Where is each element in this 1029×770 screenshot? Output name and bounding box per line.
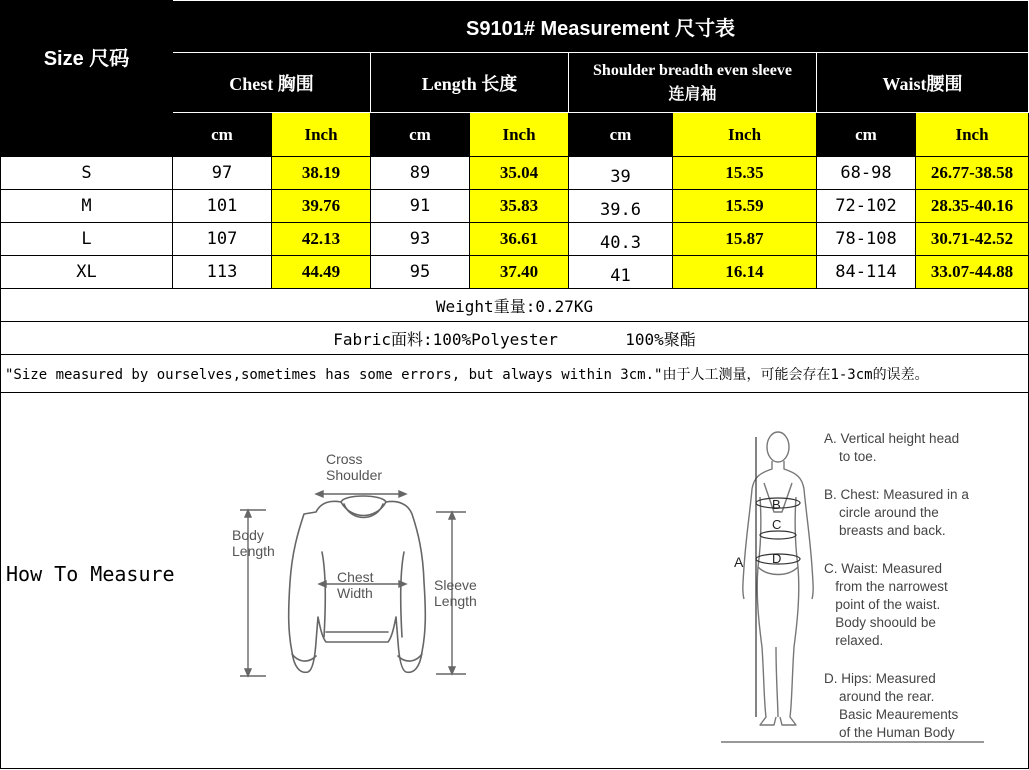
shoulder-unit-inch: Inch: [673, 113, 817, 157]
size-cell: L: [1, 223, 173, 256]
length-header: Length 长度: [371, 53, 569, 113]
shoulder-inch-cell: 15.59: [673, 190, 817, 223]
cross-shoulder-label-2: Shoulder: [326, 467, 383, 483]
length-inch-cell: 35.83: [470, 190, 569, 223]
legend-c-line3: point of the waist.: [824, 597, 941, 612]
measurement-note: "Size measured by ourselves,sometimes has some errors, but always within 3cm."由于人工测量，可能会存在1-3cm的误差。: [1, 355, 1029, 393]
waist-inch-cell: 33.07-44.88: [916, 256, 1029, 289]
chest-inch-cell: 39.76: [272, 190, 371, 223]
legend-d-line1: D. Hips: Measured: [824, 671, 936, 686]
legend-d-line3: Basic Meaurements: [824, 707, 959, 722]
body-length-label-1: Body: [232, 527, 264, 543]
length-unit-inch: Inch: [470, 113, 569, 157]
chest-cm-cell: 113: [173, 256, 272, 289]
table-row: [1, 190, 1029, 223]
body-measurement-diagram: [716, 417, 1016, 747]
fabric-row: Fabric面料:100%Polyester 100%聚酯: [1, 322, 1029, 355]
table-row: [1, 256, 1029, 289]
waist-unit-cm: cm: [817, 113, 916, 157]
shoulder-inch-cell: 15.87: [673, 223, 817, 256]
chest-unit-cm: cm: [173, 113, 272, 157]
shoulder-header: [569, 53, 817, 113]
chart-title: S9101# Measurement 尺寸表: [173, 1, 1029, 53]
body-length-label-2: Length: [232, 543, 275, 559]
legend-a-line2: to toe.: [824, 449, 877, 464]
legend-c-line4: Body shoould be: [824, 615, 936, 630]
waist-header: Waist腰围: [817, 53, 1029, 113]
body-legend: [824, 431, 969, 740]
sleeve-length-label-2: Length: [434, 593, 477, 609]
chest-unit-inch: Inch: [272, 113, 371, 157]
shoulder-cm-cell: 41: [569, 256, 673, 289]
shoulder-inch-cell: 15.35: [673, 157, 817, 190]
chest-width-label-2: Width: [337, 585, 373, 601]
shoulder-inch-cell: 16.14: [673, 256, 817, 289]
shoulder-cm-cell: 40.3: [569, 223, 673, 256]
chest-width-label-1: Chest: [337, 569, 374, 585]
waist-cm-cell: 72-102: [817, 190, 916, 223]
chest-cm-cell: 107: [173, 223, 272, 256]
legend-d-line4: of the Human Body: [824, 725, 955, 740]
waist-cm-cell: 68-98: [817, 157, 916, 190]
size-cell: S: [1, 157, 173, 190]
length-cm-cell: 89: [371, 157, 470, 190]
table-row: [1, 157, 1029, 190]
chest-inch-cell: 42.13: [272, 223, 371, 256]
size-cell: XL: [1, 256, 173, 289]
shoulder-header-line2: 连肩袖: [668, 85, 717, 103]
legend-b-line3: breasts and back.: [824, 523, 946, 538]
table-row: [1, 223, 1029, 256]
legend-c-line5: relaxed.: [824, 633, 884, 648]
weight-row: Weight重量:0.27KG: [1, 289, 1029, 322]
waist-cm-cell: 84-114: [817, 256, 916, 289]
waist-unit-inch: Inch: [916, 113, 1029, 157]
legend-c-line2: from the narrowest: [824, 579, 948, 594]
length-inch-cell: 37.40: [470, 256, 569, 289]
legend-d-line2: around the rear.: [824, 689, 935, 704]
chest-inch-cell: 38.19: [272, 157, 371, 190]
how-to-measure-section: [0, 392, 1029, 769]
unit-spacer: [1, 113, 173, 157]
sleeve-length-label-1: Sleeve: [434, 577, 477, 593]
legend-b-line2: circle around the: [824, 505, 939, 520]
waist-inch-cell: 28.35-40.16: [916, 190, 1029, 223]
length-cm-cell: 95: [371, 256, 470, 289]
chest-header: Chest 胸围: [173, 53, 371, 113]
chest-cm-cell: 101: [173, 190, 272, 223]
shoulder-header-line1: Shoulder breadth even sleeve: [593, 61, 792, 79]
shoulder-cm-cell: 39.6: [569, 190, 673, 223]
label-d: D: [772, 551, 782, 566]
legend-a-line1: A. Vertical height head: [824, 431, 960, 446]
length-unit-cm: cm: [371, 113, 470, 157]
legend-b-line1: B. Chest: Measured in a: [824, 487, 969, 502]
label-c: C: [772, 517, 782, 532]
chest-cm-cell: 97: [173, 157, 272, 190]
length-inch-cell: 35.04: [470, 157, 569, 190]
legend-c-line1: C. Waist: Measured: [824, 561, 943, 576]
sweater-diagram: [226, 442, 506, 687]
shoulder-cm-cell: 39: [569, 157, 673, 190]
length-inch-cell: 36.61: [470, 223, 569, 256]
cross-shoulder-label-1: Cross: [326, 451, 363, 467]
waist-cm-cell: 78-108: [817, 223, 916, 256]
how-to-measure-label: How To Measure: [6, 562, 175, 586]
length-cm-cell: 93: [371, 223, 470, 256]
waist-inch-cell: 30.71-42.52: [916, 223, 1029, 256]
length-cm-cell: 91: [371, 190, 470, 223]
shoulder-unit-cm: cm: [569, 113, 673, 157]
label-b: B: [772, 497, 781, 512]
size-cell: M: [1, 190, 173, 223]
waist-inch-cell: 26.77-38.58: [916, 157, 1029, 190]
label-a: A: [734, 554, 744, 570]
size-header: Size 尺码: [1, 1, 173, 113]
chest-inch-cell: 44.49: [272, 256, 371, 289]
